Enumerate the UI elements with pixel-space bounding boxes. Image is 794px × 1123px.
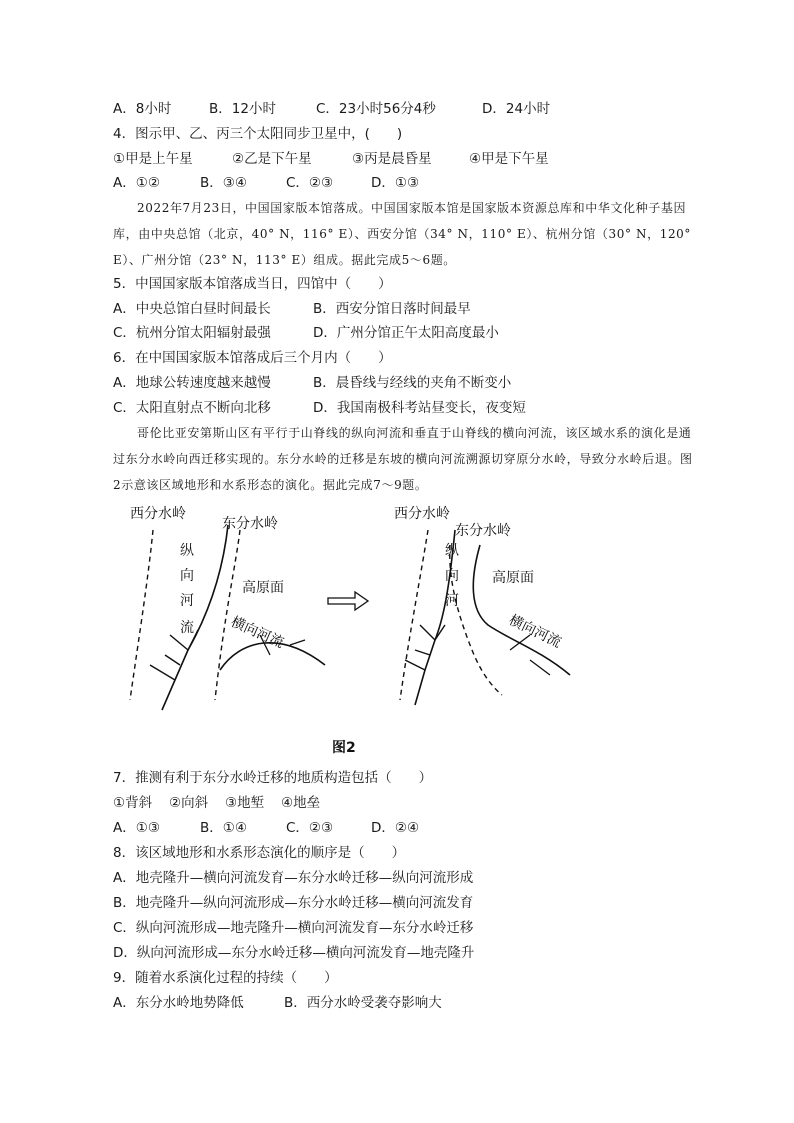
label-east-divide-left: 东分水岭	[222, 516, 278, 532]
q8-option-c[interactable]: C．纵向河流形成—地壳隆升—横向河流发育—东分水岭迁移	[113, 920, 474, 936]
label-transverse-river-left: 横向河流	[228, 614, 287, 652]
q3-option-b[interactable]: B．12小时	[209, 101, 276, 117]
q4-option-a[interactable]: A．①②	[113, 175, 160, 191]
passage-andes-rivers: 哥伦比亚安第斯山区有平行于山脊线的纵向河流和垂直于山脊线的横向河流，该区域水系的演化是通过东分水岭向西迁移实现的。东分水岭的迁移是东坡的横向河流溯源切穿原分水岭，导致分水岭后退。图2示意该区域地形和水系形态的演化。据此完成7～9题。	[113, 426, 693, 492]
q6-stem: 6．在中国国家版本馆落成后三个月内（ ）	[113, 350, 392, 366]
q6-option-c[interactable]: C．太阳直射点不断向北移	[113, 400, 271, 416]
svg-text:河: 河	[445, 593, 459, 609]
label-plateau-left: 高原面	[242, 580, 284, 596]
q7-item-2: ②向斜	[169, 795, 209, 811]
q7-item-1: ①背斜	[113, 795, 153, 811]
svg-text:纵: 纵	[445, 543, 459, 559]
svg-text:流: 流	[180, 620, 194, 636]
right-arrow-icon	[328, 592, 368, 610]
passage-version-library: 2022年7月23日，中国国家版本馆落成。中国国家版本馆是国家版本资源总库和中华文化种子基因库，由中央总馆（北京，40° N，116° E）、西安分馆（34° N，110° E）、杭州分馆（30° N，120° E）、广州分馆（23° N，113° E）组成。据此完成5～6题。	[113, 201, 692, 267]
longitudinal-river-left	[162, 525, 228, 710]
label-west-divide-left: 西分水岭	[130, 506, 186, 522]
q9-option-b[interactable]: B．西分水岭受袭夺影响大	[284, 995, 442, 1011]
svg-text:向: 向	[180, 568, 194, 584]
label-longitudinal-river-left	[180, 543, 194, 636]
transverse-river-right	[473, 545, 570, 675]
q6-option-b[interactable]: B．晨昏线与经线的夹角不断变小	[313, 375, 512, 391]
q9-option-a[interactable]: A．东分水岭地势降低	[113, 995, 244, 1011]
q3-option-a[interactable]: A．8小时	[113, 101, 172, 117]
west-divide-line-left	[130, 530, 153, 700]
q6-option-a[interactable]: A．地球公转速度越来越慢	[113, 375, 271, 391]
q3-option-c[interactable]: C．23小时56分4秒	[316, 101, 436, 117]
q5-option-d[interactable]: D．广州分馆正午太阳高度最小	[313, 325, 499, 341]
q5-option-c[interactable]: C．杭州分馆太阳辐射最强	[113, 325, 271, 341]
q7-option-d[interactable]: D．②④	[371, 820, 420, 836]
figure-caption: 图2	[332, 740, 356, 756]
q8-stem: 8．该区域地形和水系形态演化的顺序是（ ）	[113, 845, 406, 861]
q7-item-4: ④地垒	[281, 795, 321, 811]
q4-item-2: ②乙是下午星	[232, 151, 312, 167]
label-plateau-right: 高原面	[492, 570, 534, 586]
figure-left-panel	[130, 525, 325, 710]
q4-option-c[interactable]: C．②③	[286, 175, 334, 191]
q4-option-d[interactable]: D．①③	[371, 175, 420, 191]
label-longitudinal-river-right	[445, 543, 459, 609]
q7-option-b[interactable]: B．①④	[200, 820, 247, 836]
q5-option-b[interactable]: B．西安分馆日落时间最早	[313, 301, 471, 317]
svg-text:纵: 纵	[180, 543, 194, 559]
q7-item-3: ③地堑	[225, 795, 265, 811]
q4-stem: 4．图示甲、乙、丙三个太阳同步卫星中，( )	[113, 126, 403, 142]
q5-stem: 5．中国国家版本馆落成当日，四馆中（ ）	[113, 276, 392, 292]
label-east-divide-right: 东分水岭	[455, 523, 511, 539]
q7-stem: 7．推测有利于东分水岭迁移的地质构造包括（ ）	[113, 770, 433, 786]
q4-item-4: ④甲是下午星	[469, 151, 549, 167]
q4-option-b[interactable]: B．③④	[200, 175, 247, 191]
label-transverse-river-right: 横向河流	[506, 612, 564, 652]
q4-item-1: ①甲是上午星	[113, 151, 193, 167]
label-west-divide-right: 西分水岭	[394, 506, 450, 522]
q9-stem: 9．随着水系演化过程的持续（ ）	[113, 970, 338, 986]
q8-option-b[interactable]: B．地壳隆升—纵向河流形成—东分水岭迁移—横向河流发育	[113, 895, 474, 911]
q3-option-d[interactable]: D．24小时	[482, 101, 551, 117]
q8-option-d[interactable]: D．纵向河流形成—东分水岭迁移—横向河流发育—地壳隆升	[113, 945, 475, 961]
q4-item-3: ③丙是晨昏星	[352, 151, 432, 167]
q7-option-a[interactable]: A．①③	[113, 820, 160, 836]
svg-text:河: 河	[180, 593, 194, 609]
q8-option-a[interactable]: A．地壳隆升—横向河流发育—东分水岭迁移—纵向河流形成	[113, 870, 474, 886]
q6-option-d[interactable]: D．我国南极科考站昼变长，夜变短	[313, 400, 526, 416]
svg-text:向: 向	[445, 568, 459, 584]
q7-option-c[interactable]: C．②③	[286, 820, 334, 836]
figure-2-river-evolution	[110, 500, 590, 765]
q5-option-a[interactable]: A．中央总馆白昼时间最长	[113, 301, 271, 317]
figure-right-panel	[400, 530, 570, 705]
